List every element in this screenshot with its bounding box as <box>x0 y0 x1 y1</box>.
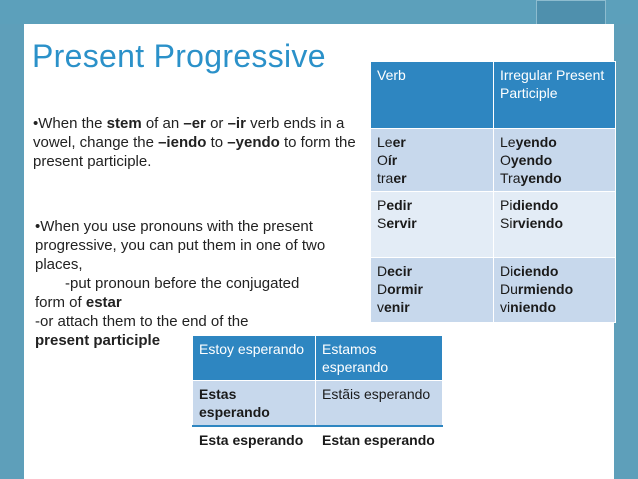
table-row <box>371 192 616 258</box>
verb-word: Servir <box>377 215 417 231</box>
participle-word: Oyendo <box>500 152 553 168</box>
participle-cell <box>494 192 616 258</box>
participle-word: Pidiendo <box>500 197 559 213</box>
text-estar: estar <box>85 294 122 311</box>
text: -or attach them to the end of the <box>35 313 249 330</box>
text: to <box>206 134 228 151</box>
table-row <box>193 336 443 381</box>
verb-word: Leer <box>377 134 406 150</box>
conj-cell: Estas esperando <box>193 381 316 427</box>
verb-table <box>370 61 616 323</box>
text-yendo: –yendo <box>227 134 280 151</box>
participle-word: Leyendo <box>500 134 557 150</box>
verb-cell <box>371 192 494 258</box>
verb-cell <box>371 258 494 323</box>
point-pronouns <box>35 217 365 350</box>
conjugation-table <box>192 335 443 471</box>
verb-word: Decir <box>377 263 413 279</box>
table-row <box>193 381 443 427</box>
text: of an <box>141 115 184 132</box>
text: verb ends in a vowel, change the <box>33 115 345 151</box>
participle-cell <box>494 258 616 323</box>
point-stem-rule <box>33 114 378 171</box>
header-participle: Irregular Present Participle <box>494 62 616 129</box>
conj-cell: Estãis esperando <box>316 381 443 427</box>
slide-title: Present Progressive <box>32 38 326 74</box>
conj-cell: Estoy esperando <box>193 336 316 381</box>
participle-word: Diciendo <box>500 263 559 279</box>
conj-cell: Estan esperando <box>316 426 443 470</box>
text-er: –er <box>183 115 206 132</box>
verb-word: traer <box>377 170 407 186</box>
text-iendo: –iendo <box>158 134 207 151</box>
text: •When you use pronouns with the present progressive, you can put them in one of two places, <box>35 218 326 273</box>
participle-word: viniendo <box>500 299 557 315</box>
participle-cell <box>494 129 616 192</box>
verb-word: venir <box>377 299 410 315</box>
verb-table-header <box>371 62 616 129</box>
conj-cell: Esta esperando <box>193 426 316 470</box>
text-ir: –ir <box>227 115 246 132</box>
participle-word: Durmiendo <box>500 281 574 297</box>
verb-word: Pedir <box>377 197 413 213</box>
table-row <box>371 258 616 323</box>
table-row <box>371 129 616 192</box>
table-row <box>193 426 443 470</box>
text: to form the present participle. <box>33 134 356 170</box>
text: When the <box>38 115 107 132</box>
verb-word: Oír <box>377 152 398 168</box>
text: or <box>205 115 228 132</box>
verb-cell <box>371 129 494 192</box>
conj-cell: Estamos esperando <box>316 336 443 381</box>
participle-word: Sirviendo <box>500 215 564 231</box>
bullet: • <box>33 115 39 132</box>
text-present-participle: present participle <box>35 332 161 349</box>
verb-word: Dormir <box>377 281 423 297</box>
text: form of <box>35 294 86 311</box>
header-verb: Verb <box>371 62 494 129</box>
text: -put pronoun before the conjugated <box>65 275 300 292</box>
text-stem: stem <box>106 115 142 132</box>
participle-word: Trayendo <box>500 170 562 186</box>
